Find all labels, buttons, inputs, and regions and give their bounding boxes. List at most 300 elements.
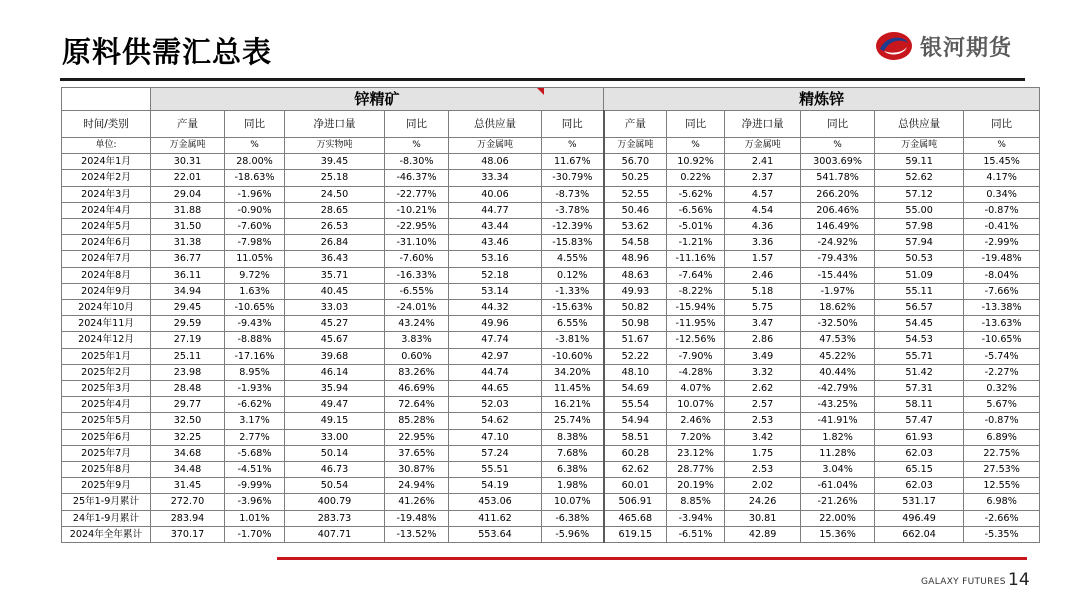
table-cell: -12.39% — [542, 219, 604, 235]
table-cell: 4.54 — [725, 202, 801, 218]
table-cell: 60.28 — [604, 445, 667, 461]
table-cell: 净进口量 — [725, 111, 801, 138]
table-row — [62, 413, 1040, 429]
table-cell: 31.88 — [151, 202, 225, 218]
table-cell: 54.45 — [875, 316, 964, 332]
table-cell: 42.97 — [449, 348, 542, 364]
table-cell: 57.12 — [875, 186, 964, 202]
table-cell: 3.17% — [225, 413, 285, 429]
table-cell: -7.98% — [225, 235, 285, 251]
table-row — [62, 462, 1040, 478]
table-cell: 53.16 — [449, 251, 542, 267]
table-row — [62, 332, 1040, 348]
table-cell: 万金属吨 — [725, 138, 801, 154]
table-cell: -3.78% — [542, 202, 604, 218]
table-cell: 57.47 — [875, 413, 964, 429]
table-cell: 48.96 — [604, 251, 667, 267]
table-cell: 22.75% — [964, 445, 1040, 461]
table-row — [62, 154, 1040, 170]
table-cell: -22.95% — [385, 219, 449, 235]
table-cell: 万金属吨 — [151, 138, 225, 154]
table-cell: 55.71 — [875, 348, 964, 364]
table-cell: -6.62% — [225, 397, 285, 413]
table-cell: 同比 — [667, 111, 725, 138]
table-cell: 44.32 — [449, 300, 542, 316]
table-cell: 20.19% — [667, 478, 725, 494]
table-cell: 45.22% — [801, 348, 875, 364]
table-cell: 25.18 — [285, 170, 385, 186]
table-cell: 2.46 — [725, 267, 801, 283]
table-cell: 40.45 — [285, 283, 385, 299]
table-cell: 33.34 — [449, 170, 542, 186]
table-cell: 50.53 — [875, 251, 964, 267]
row-label: 24年1-9月累计 — [62, 510, 151, 526]
row-label: 2025年1月 — [62, 348, 151, 364]
table-cell: -5.01% — [667, 219, 725, 235]
table-cell: 3.42 — [725, 429, 801, 445]
table-cell: 16.21% — [542, 397, 604, 413]
table-cell: 83.26% — [385, 364, 449, 380]
table-cell: 35.94 — [285, 381, 385, 397]
table-cell: -7.60% — [225, 219, 285, 235]
table-cell: 29.04 — [151, 186, 225, 202]
table-cell: 36.11 — [151, 267, 225, 283]
table-cell: 3.47 — [725, 316, 801, 332]
table-cell: 1.75 — [725, 445, 801, 461]
table-cell: 57.31 — [875, 381, 964, 397]
table-cell: 8.85% — [667, 494, 725, 510]
table-cell: -6.56% — [667, 202, 725, 218]
table-cell: 57.94 — [875, 235, 964, 251]
units-row — [62, 138, 1040, 154]
table-cell: 85.28% — [385, 413, 449, 429]
table-cell: 11.28% — [801, 445, 875, 461]
table-cell: 50.82 — [604, 300, 667, 316]
table-cell: 18.62% — [801, 300, 875, 316]
table-cell: 46.14 — [285, 364, 385, 380]
table-cell: 55.00 — [875, 202, 964, 218]
table-cell: -7.90% — [667, 348, 725, 364]
table-cell: -6.51% — [667, 526, 725, 542]
table-cell: -10.65% — [225, 300, 285, 316]
table-cell: 22.95% — [385, 429, 449, 445]
table-cell: 49.47 — [285, 397, 385, 413]
table-row — [62, 381, 1040, 397]
table-cell: -5.96% — [542, 526, 604, 542]
table-cell: 2.37 — [725, 170, 801, 186]
table-cell: 31.50 — [151, 219, 225, 235]
table-cell: 34.94 — [151, 283, 225, 299]
table-row — [62, 202, 1040, 218]
table-cell: 49.96 — [449, 316, 542, 332]
table-cell: -3.81% — [542, 332, 604, 348]
table-cell: 4.57 — [725, 186, 801, 202]
row-label: 2024年6月 — [62, 235, 151, 251]
table-cell: 146.49% — [801, 219, 875, 235]
table-cell: 56.70 — [604, 154, 667, 170]
table-cell: 28.00% — [225, 154, 285, 170]
table-cell: 40.06 — [449, 186, 542, 202]
table-cell: -61.04% — [801, 478, 875, 494]
table-cell: 283.94 — [151, 510, 225, 526]
table-cell: -4.28% — [667, 364, 725, 380]
table-cell: 同比 — [542, 111, 604, 138]
table-cell: 506.91 — [604, 494, 667, 510]
table-cell: 40.44% — [801, 364, 875, 380]
table-cell: -3.96% — [225, 494, 285, 510]
table-cell: -8.30% — [385, 154, 449, 170]
table-cell: -1.21% — [667, 235, 725, 251]
table-cell: 6.55% — [542, 316, 604, 332]
table-cell: 48.63 — [604, 267, 667, 283]
table-cell: 同比 — [801, 111, 875, 138]
table-cell: -5.68% — [225, 445, 285, 461]
table-cell: 58.11 — [875, 397, 964, 413]
table-cell: -24.92% — [801, 235, 875, 251]
table-cell: 2.62 — [725, 381, 801, 397]
table-cell: 46.69% — [385, 381, 449, 397]
table-cell: 65.15 — [875, 462, 964, 478]
table-cell: 9.72% — [225, 267, 285, 283]
table-cell: -5.74% — [964, 348, 1040, 364]
table-row — [62, 300, 1040, 316]
table-cell: 50.14 — [285, 445, 385, 461]
table-cell: 39.45 — [285, 154, 385, 170]
table-cell: -9.43% — [225, 316, 285, 332]
company-logo — [874, 28, 1012, 64]
table-cell: -0.87% — [964, 413, 1040, 429]
table-cell: 35.71 — [285, 267, 385, 283]
table-cell: -43.25% — [801, 397, 875, 413]
table-row — [62, 429, 1040, 445]
table-cell: 62.62 — [604, 462, 667, 478]
table-cell: 10.92% — [667, 154, 725, 170]
row-label: 2025年6月 — [62, 429, 151, 445]
table-cell: 0.60% — [385, 348, 449, 364]
table-cell: 15.45% — [964, 154, 1040, 170]
table-cell: 2.57 — [725, 397, 801, 413]
table-cell: 1.63% — [225, 283, 285, 299]
table-row — [62, 445, 1040, 461]
row-label: 2024年2月 — [62, 170, 151, 186]
table-cell: 44.65 — [449, 381, 542, 397]
table-cell: 54.58 — [604, 235, 667, 251]
row-label: 2025年7月 — [62, 445, 151, 461]
table-cell: 57.24 — [449, 445, 542, 461]
table-cell: 370.17 — [151, 526, 225, 542]
row-label: 2025年9月 — [62, 478, 151, 494]
table-cell: 3.83% — [385, 332, 449, 348]
table-cell: 5.75 — [725, 300, 801, 316]
table-cell: 36.77 — [151, 251, 225, 267]
table-cell: -21.26% — [801, 494, 875, 510]
table-cell: 产量 — [604, 111, 667, 138]
table-cell: 4.36 — [725, 219, 801, 235]
table-cell: 同比 — [225, 111, 285, 138]
row-label: 2025年4月 — [62, 397, 151, 413]
table-cell: -7.60% — [385, 251, 449, 267]
table-cell: 49.15 — [285, 413, 385, 429]
table-cell: -41.91% — [801, 413, 875, 429]
table-cell: -15.63% — [542, 300, 604, 316]
table-cell: 25.11 — [151, 348, 225, 364]
row-label: 2024年4月 — [62, 202, 151, 218]
table-cell: 59.11 — [875, 154, 964, 170]
table-cell: -2.27% — [964, 364, 1040, 380]
supply-demand-table — [61, 87, 1040, 543]
table-cell: 54.19 — [449, 478, 542, 494]
table-cell: 11.67% — [542, 154, 604, 170]
table-cell: 45.27 — [285, 316, 385, 332]
table-cell: -15.83% — [542, 235, 604, 251]
table-cell: 29.77 — [151, 397, 225, 413]
table-cell: 净进口量 — [285, 111, 385, 138]
table-cell: 54.69 — [604, 381, 667, 397]
table-cell: -13.52% — [385, 526, 449, 542]
table-cell: 42.89 — [725, 526, 801, 542]
table-cell: -19.48% — [964, 251, 1040, 267]
table-cell: 3.04% — [801, 462, 875, 478]
table-cell: 57.98 — [875, 219, 964, 235]
table-cell: 15.36% — [801, 526, 875, 542]
table-cell: 24.50 — [285, 186, 385, 202]
footer-divider — [277, 557, 1027, 560]
table-cell: 32.50 — [151, 413, 225, 429]
table-cell: 30.81 — [725, 510, 801, 526]
table-cell: 29.59 — [151, 316, 225, 332]
table-cell: -9.99% — [225, 478, 285, 494]
group-header-row — [62, 88, 1040, 111]
table-cell: 52.55 — [604, 186, 667, 202]
row-label: 时间/类别 — [62, 111, 151, 138]
table-cell: % — [542, 138, 604, 154]
table-row — [62, 348, 1040, 364]
title-divider — [60, 78, 1025, 81]
table-cell: 25.74% — [542, 413, 604, 429]
row-label: 2024年5月 — [62, 219, 151, 235]
table-cell: -0.41% — [964, 219, 1040, 235]
table-cell: 2.41 — [725, 154, 801, 170]
table-cell: 531.17 — [875, 494, 964, 510]
table-cell: 55.11 — [875, 283, 964, 299]
table-cell: 8.95% — [225, 364, 285, 380]
table-cell: 45.67 — [285, 332, 385, 348]
table-row — [62, 316, 1040, 332]
table-cell: 30.87% — [385, 462, 449, 478]
table-cell: 55.54 — [604, 397, 667, 413]
table-row — [62, 494, 1040, 510]
row-label: 2024年全年累计 — [62, 526, 151, 542]
table-cell: -15.44% — [801, 267, 875, 283]
table-cell: -17.16% — [225, 348, 285, 364]
table-cell: 2.02 — [725, 478, 801, 494]
table-cell: 62.03 — [875, 445, 964, 461]
table-cell: -0.87% — [964, 202, 1040, 218]
table-cell: 6.89% — [964, 429, 1040, 445]
table-row — [62, 251, 1040, 267]
header-corner — [62, 88, 151, 111]
table-cell: -3.94% — [667, 510, 725, 526]
table-cell: 22.01 — [151, 170, 225, 186]
table-cell: -16.33% — [385, 267, 449, 283]
table-cell: 54.94 — [604, 413, 667, 429]
table-cell: 28.48 — [151, 381, 225, 397]
table-cell: 56.57 — [875, 300, 964, 316]
table-cell: 27.53% — [964, 462, 1040, 478]
table-cell: -10.65% — [964, 332, 1040, 348]
table-cell: -10.21% — [385, 202, 449, 218]
row-label: 2024年7月 — [62, 251, 151, 267]
table-cell: 33.00 — [285, 429, 385, 445]
table-cell: -1.96% — [225, 186, 285, 202]
table-cell: 4.55% — [542, 251, 604, 267]
table-cell: 万金属吨 — [875, 138, 964, 154]
table-cell: 44.77 — [449, 202, 542, 218]
table-cell: -1.70% — [225, 526, 285, 542]
table-cell: 11.45% — [542, 381, 604, 397]
table-cell: 31.38 — [151, 235, 225, 251]
column-header-row — [62, 111, 1040, 138]
row-label: 2024年3月 — [62, 186, 151, 202]
table-cell: 2.86 — [725, 332, 801, 348]
table-cell: 22.00% — [801, 510, 875, 526]
table-cell: -7.64% — [667, 267, 725, 283]
table-cell: -6.38% — [542, 510, 604, 526]
table-cell: -7.66% — [964, 283, 1040, 299]
table-cell: -19.48% — [385, 510, 449, 526]
table-cell: 541.78% — [801, 170, 875, 186]
table-row — [62, 510, 1040, 526]
table-cell: 52.22 — [604, 348, 667, 364]
row-label: 2024年11月 — [62, 316, 151, 332]
table-cell: 3.36 — [725, 235, 801, 251]
table-cell: 407.71 — [285, 526, 385, 542]
table-cell: 0.32% — [964, 381, 1040, 397]
table-cell: 3.49 — [725, 348, 801, 364]
row-label: 2025年3月 — [62, 381, 151, 397]
table-cell: 47.74 — [449, 332, 542, 348]
table-cell: 50.25 — [604, 170, 667, 186]
table-cell: -22.77% — [385, 186, 449, 202]
table-cell: 48.10 — [604, 364, 667, 380]
table-cell: -0.90% — [225, 202, 285, 218]
table-cell: 23.98 — [151, 364, 225, 380]
table-cell: 619.15 — [604, 526, 667, 542]
table-cell: 52.18 — [449, 267, 542, 283]
table-cell: 5.18 — [725, 283, 801, 299]
table-cell: 1.01% — [225, 510, 285, 526]
row-label: 25年1-9月累计 — [62, 494, 151, 510]
table-cell: % — [667, 138, 725, 154]
table-cell: -8.22% — [667, 283, 725, 299]
table-cell: -10.60% — [542, 348, 604, 364]
galaxy-swirl-icon — [874, 29, 914, 63]
table-cell: 7.20% — [667, 429, 725, 445]
table-cell: -12.56% — [667, 332, 725, 348]
table-cell: 54.62 — [449, 413, 542, 429]
table-cell: 411.62 — [449, 510, 542, 526]
table-cell: 60.01 — [604, 478, 667, 494]
table-row — [62, 283, 1040, 299]
table-cell: 53.62 — [604, 219, 667, 235]
table-cell: 50.98 — [604, 316, 667, 332]
table-cell: -6.55% — [385, 283, 449, 299]
group-header-zinc-concentrate: 锌精矿 — [151, 88, 604, 111]
table-cell: 33.03 — [285, 300, 385, 316]
table-cell: 11.05% — [225, 251, 285, 267]
table-cell: -24.01% — [385, 300, 449, 316]
row-label: 2025年2月 — [62, 364, 151, 380]
table-row — [62, 235, 1040, 251]
table-cell: 总供应量 — [449, 111, 542, 138]
table-cell: 465.68 — [604, 510, 667, 526]
table-cell: 30.31 — [151, 154, 225, 170]
table-row — [62, 267, 1040, 283]
table-cell: 2.77% — [225, 429, 285, 445]
table-cell: 29.45 — [151, 300, 225, 316]
table-cell: 61.93 — [875, 429, 964, 445]
table-cell: -11.16% — [667, 251, 725, 267]
table-cell: 23.12% — [667, 445, 725, 461]
table-cell: 产量 — [151, 111, 225, 138]
table-cell: 3003.69% — [801, 154, 875, 170]
table-cell: 4.17% — [964, 170, 1040, 186]
table-cell: 41.26% — [385, 494, 449, 510]
table-cell: 0.22% — [667, 170, 725, 186]
footer-brand: GALAXY FUTURES — [921, 577, 1006, 587]
table-cell: 47.53% — [801, 332, 875, 348]
group-header-refined-zinc: 精炼锌 — [604, 88, 1040, 111]
table-row — [62, 478, 1040, 494]
table-cell: 49.93 — [604, 283, 667, 299]
table-row — [62, 397, 1040, 413]
table-cell: -46.37% — [385, 170, 449, 186]
table-cell: -8.73% — [542, 186, 604, 202]
row-label: 单位: — [62, 138, 151, 154]
table-cell: 53.14 — [449, 283, 542, 299]
table-cell: 47.10 — [449, 429, 542, 445]
table-cell: 400.79 — [285, 494, 385, 510]
table-cell: 8.38% — [542, 429, 604, 445]
table-cell: 6.98% — [964, 494, 1040, 510]
corner-marker — [537, 88, 544, 95]
table-cell: -15.94% — [667, 300, 725, 316]
table-cell: 46.73 — [285, 462, 385, 478]
table-cell: 62.03 — [875, 478, 964, 494]
table-cell: 26.84 — [285, 235, 385, 251]
table-cell: 26.53 — [285, 219, 385, 235]
table-cell: 31.45 — [151, 478, 225, 494]
table-cell: -1.97% — [801, 283, 875, 299]
table-cell: 662.04 — [875, 526, 964, 542]
table-cell: -13.63% — [964, 316, 1040, 332]
table-cell: 48.06 — [449, 154, 542, 170]
table-cell: 5.67% — [964, 397, 1040, 413]
table-cell: 0.34% — [964, 186, 1040, 202]
table-cell: 496.49 — [875, 510, 964, 526]
table-cell: % — [385, 138, 449, 154]
table-cell: 453.06 — [449, 494, 542, 510]
table-cell: -1.93% — [225, 381, 285, 397]
row-label: 2024年9月 — [62, 283, 151, 299]
table-cell: 43.24% — [385, 316, 449, 332]
table-cell: 39.68 — [285, 348, 385, 364]
table-row — [62, 364, 1040, 380]
table-cell: -30.79% — [542, 170, 604, 186]
logo-text: 银河期货 — [920, 35, 1013, 61]
table-cell: -8.88% — [225, 332, 285, 348]
table-cell: 52.62 — [875, 170, 964, 186]
